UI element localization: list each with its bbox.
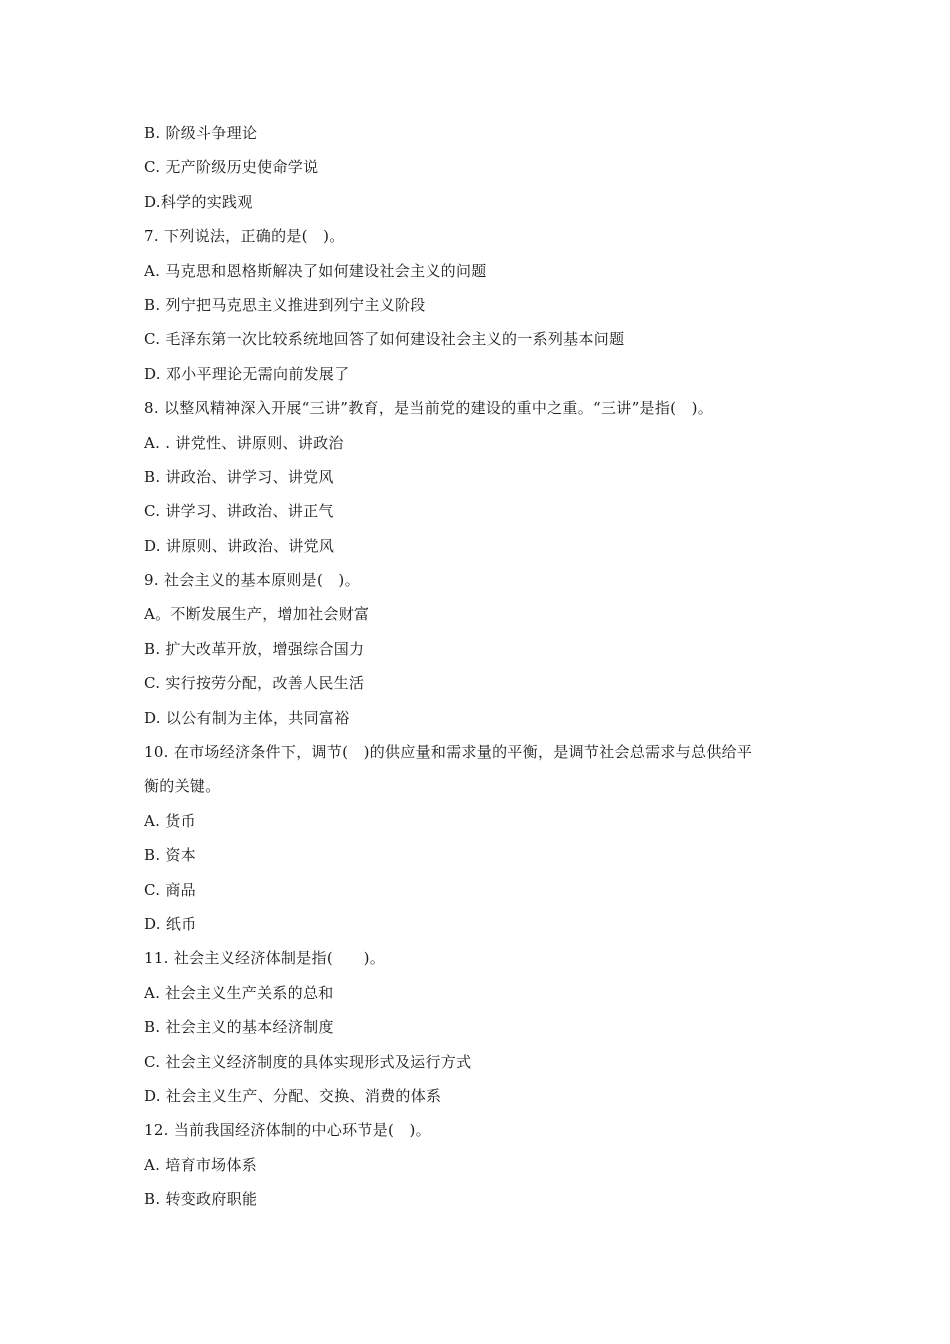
question-line: 12. 当前我国经济体制的中心环节是( )。 (144, 1121, 431, 1140)
option-line: C. 讲学习、讲政治、讲正气 (144, 502, 334, 521)
option-line: B. 扩大改革开放，增强综合国力 (144, 639, 365, 658)
option-line: D. 纸币 (144, 914, 197, 933)
question-line: 11. 社会主义经济体制是指( )。 (144, 949, 386, 968)
option-line: D. 以公有制为主体，共同富裕 (144, 708, 350, 727)
question-line: 7. 下列说法，正确的是( )。 (144, 227, 345, 246)
option-line: C. 社会主义经济制度的具体实现形式及运行方式 (144, 1052, 472, 1071)
document-body (144, 116, 814, 1217)
option-line: D. 讲原则、讲政治、讲党风 (144, 536, 335, 555)
option-line: D. 社会主义生产、分配、交换、消费的体系 (144, 1086, 442, 1105)
option-line: A. 培育市场体系 (144, 1155, 258, 1174)
option-line: D. 邓小平理论无需向前发展了 (144, 364, 350, 383)
question-line-continued: 衡的关键。 (144, 777, 221, 796)
option-line: A. 马克思和恩格斯解决了如何建设社会主义的问题 (144, 261, 487, 280)
option-line: D.科学的实践观 (144, 192, 253, 211)
option-line: B. 资本 (144, 846, 197, 865)
option-line: B. 阶级斗争理论 (144, 124, 258, 142)
option-line: A. 货币 (144, 811, 196, 830)
option-line: A. 社会主义生产关系的总和 (144, 983, 334, 1002)
option-line: A。不断发展生产，增加社会财富 (144, 605, 370, 624)
option-line: B. 社会主义的基本经济制度 (144, 1018, 334, 1037)
option-line: B. 列宁把马克思主义推进到列宁主义阶段 (144, 295, 426, 314)
question-line: 8. 以整风精神深入开展“三讲”教育，是当前党的建设的重中之重。“三讲”是指( )。 (144, 399, 714, 418)
option-line: C. 商品 (144, 880, 196, 899)
question-line: 10. 在市场经济条件下，调节( )的供应量和需求量的平衡，是调节社会总需求与总供给平 (144, 743, 753, 762)
question-line: 9. 社会主义的基本原则是( )。 (144, 571, 360, 590)
option-line: A. . 讲党性、讲原则、讲政治 (144, 433, 344, 452)
option-line: B. 讲政治、讲学习、讲党风 (144, 467, 334, 486)
option-line: C. 实行按劳分配，改善人民生活 (144, 674, 365, 693)
option-line: C. 毛泽东第一次比较系统地回答了如何建设社会主义的一系列基本问题 (144, 330, 625, 349)
option-line: B. 转变政府职能 (144, 1190, 258, 1209)
option-line: C. 无产阶级历史使命学说 (144, 158, 319, 177)
